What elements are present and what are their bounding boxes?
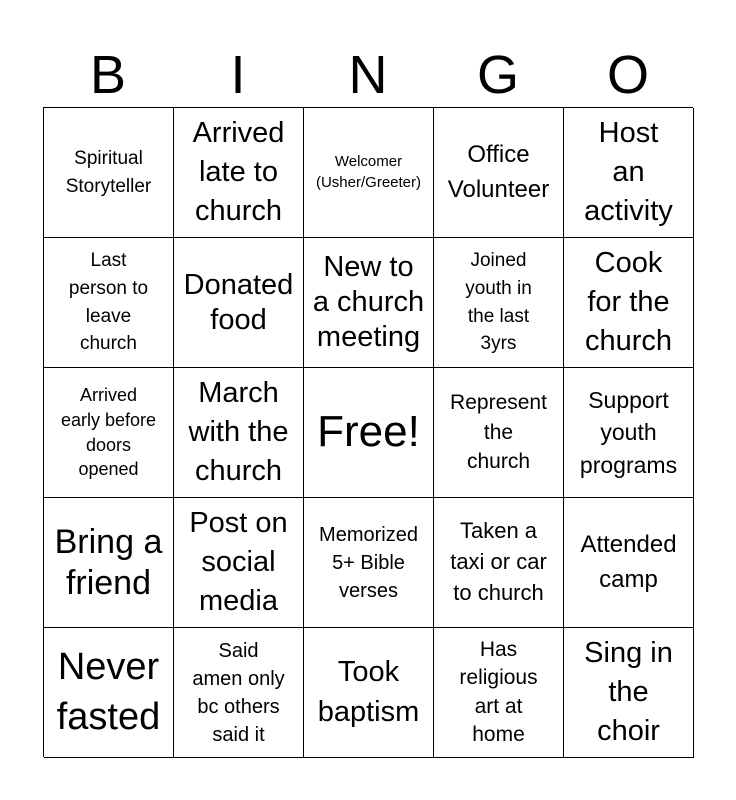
cell-text: Memorized 5+ Bible verses [319, 523, 418, 602]
bingo-cell[interactable] [434, 238, 564, 368]
cell-text: Sing in the choir [584, 636, 673, 748]
bingo-cell[interactable] [44, 238, 174, 368]
cell-text: Free! [317, 407, 420, 457]
bingo-cell[interactable] [304, 498, 434, 628]
bingo-cell[interactable] [174, 368, 304, 498]
bingo-header [43, 42, 693, 108]
bingo-cell[interactable] [304, 628, 434, 758]
cell-text: Cook for the church [584, 246, 673, 358]
cell-text: Joined youth in the last 3yrs [465, 250, 532, 355]
bingo-cell[interactable] [174, 108, 304, 238]
cell-text: Welcomer (Usher/Greeter) [315, 153, 422, 191]
bingo-cell[interactable] [564, 368, 694, 498]
bingo-cell[interactable] [434, 368, 564, 498]
cell-text: Post on social media [189, 506, 288, 618]
bingo-cell[interactable] [174, 498, 304, 628]
cell-text: Said amen only bc others said it [192, 639, 285, 746]
bingo-cell[interactable] [434, 498, 564, 628]
bingo-cell[interactable] [434, 108, 564, 238]
cell-text: Spiritual Storyteller [65, 147, 152, 197]
bingo-cell[interactable] [304, 238, 434, 368]
bingo-cell[interactable] [44, 628, 174, 758]
bingo-cell[interactable] [44, 368, 174, 498]
header-letter-i: I [230, 45, 246, 105]
cell-text: Support youth programs [579, 387, 678, 478]
header-letter-n: N [348, 45, 388, 105]
cell-text: Never fasted [56, 646, 161, 738]
free-space[interactable] [304, 368, 434, 498]
cell-text: New to a church meeting [312, 251, 425, 353]
cell-text: Bring a friend [54, 522, 163, 602]
cell-text: Donated food [183, 268, 294, 336]
bingo-cell[interactable] [44, 498, 174, 628]
bingo-cell[interactable] [44, 108, 174, 238]
bingo-cell[interactable] [434, 628, 564, 758]
cell-text: March with the church [188, 376, 289, 488]
cell-text: Attended camp [580, 530, 677, 593]
bingo-cell[interactable] [564, 628, 694, 758]
cell-text: Arrived late to church [192, 116, 285, 228]
header-letter-o: O [606, 45, 649, 105]
cell-text: Arrived early before doors opened [60, 384, 157, 480]
cell-text: Office Volunteer [447, 140, 550, 203]
cell-text: Took baptism [317, 656, 420, 728]
bingo-cell[interactable] [564, 108, 694, 238]
cell-text: Taken a taxi or car to church [450, 518, 547, 605]
header-letter-g: G [476, 45, 519, 105]
cell-text: Host an activity [584, 116, 673, 228]
bingo-cell[interactable] [174, 238, 304, 368]
cell-text: Last person to leave church [68, 250, 149, 355]
bingo-card-grid [43, 107, 693, 757]
cell-text: Has religious art at home [459, 637, 538, 746]
bingo-cell[interactable] [564, 238, 694, 368]
bingo-cell[interactable] [174, 628, 304, 758]
bingo-cell[interactable] [304, 108, 434, 238]
bingo-cell[interactable] [564, 498, 694, 628]
header-letter-b: B [89, 45, 127, 105]
cell-text: Represent the church [450, 391, 547, 474]
